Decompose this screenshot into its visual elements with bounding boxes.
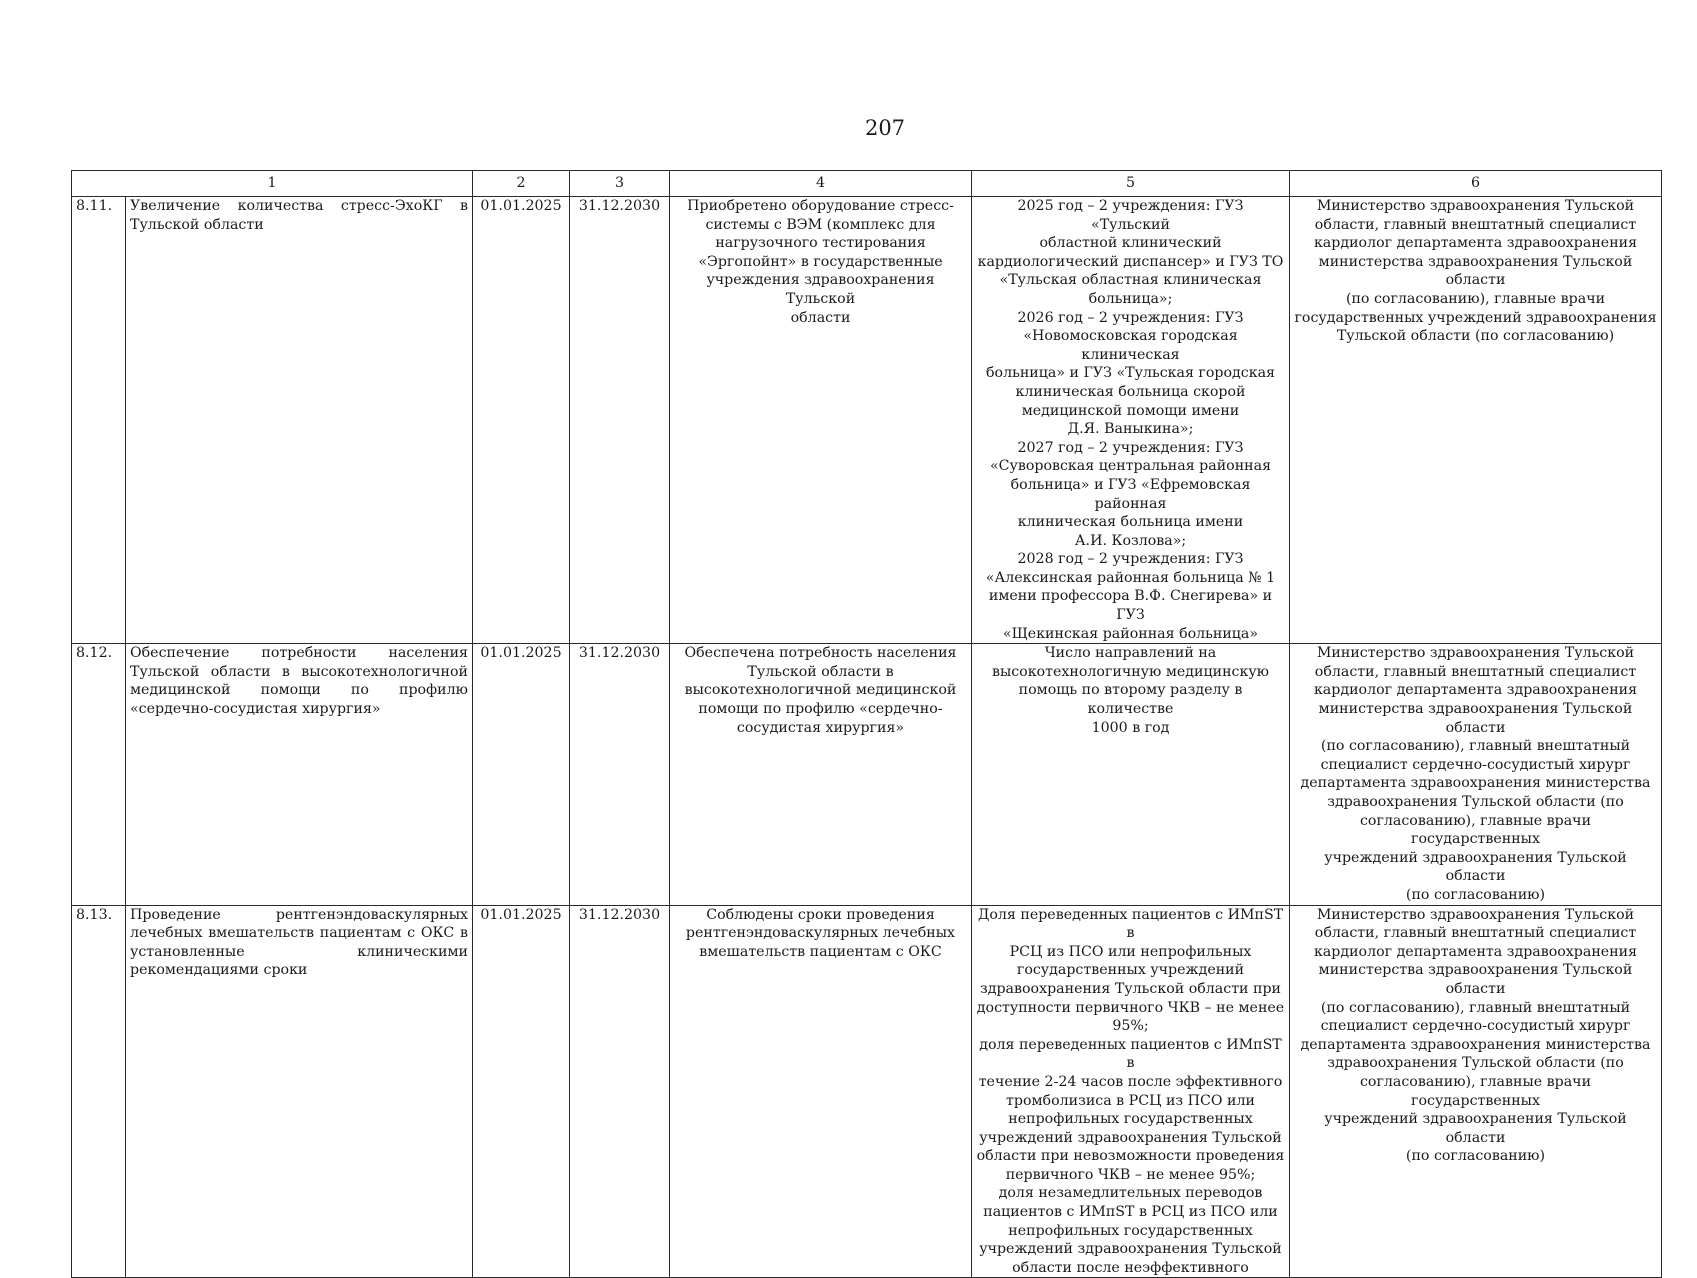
end-date: 31.12.2030 <box>570 644 670 905</box>
end-date: 31.12.2030 <box>570 905 670 1278</box>
start-date: 01.01.2025 <box>473 197 570 644</box>
measure-name: Увеличение количества стресс-ЭхоКГ в Тульской области <box>126 197 473 644</box>
indicator: 2025 год – 2 учреждения: ГУЗ «Тульский областной клинический кардиологический диспансер» и ГУЗ ТО «Тульская областная клиническая больница»; 2026 год – 2 учреждения: ГУЗ «Новомосковская городская клиническая больница» и ГУЗ «Тульская городская клиническая больница скорой медицинской помощи имени Д.Я. Ваныкина»; 2027 год – 2 учреждения: ГУЗ «Суворовская центральная районная больница» и ГУЗ «Ефремовская районная клиническая больница имени А.И. Козлова»; 2028 год – 2 учреждения: ГУЗ «Алексинская районная больница № 1 имени профессора В.Ф. Снегирева» и ГУЗ «Щекинская районная больница» <box>972 197 1290 644</box>
row-number: 8.11. <box>72 197 126 644</box>
table-row <box>72 905 1662 1278</box>
page-number: 207 <box>864 116 906 140</box>
header-row <box>72 171 1662 197</box>
indicator: Число направлений на высокотехнологичную медицинскую помощь по второму разделу в количестве 1000 в год <box>972 644 1290 905</box>
plan-table <box>71 170 1662 1278</box>
expected-result: Приобретено оборудование стресс- системы с ВЭМ (комплекс для нагрузочного тестирования «Эргопойнт» в государственные учреждения здравоохранения Тульской области <box>670 197 972 644</box>
start-date: 01.01.2025 <box>473 644 570 905</box>
row-number: 8.12. <box>72 644 126 905</box>
responsible: Министерство здравоохранения Тульской области, главный внештатный специалист кардиолог департамента здравоохранения министерства здравоохранения Тульской области (по согласованию), главные врачи государственных учреждений здравоохранения Тульской области (по согласованию) <box>1290 197 1662 644</box>
responsible: Министерство здравоохранения Тульской области, главный внештатный специалист кардиолог департамента здравоохранения министерства здравоохранения Тульской области (по согласованию), главный внештатный специалист сердечно-сосудистый хирург департамента здравоохранения министерства здравоохранения Тульской области (по согласованию), главные врачи государственных учреждений здравоохранения Тульской области (по согласованию) <box>1290 644 1662 905</box>
measure-name: Проведение рентгенэндоваскулярных лечебных вмешательств пациентам с ОКС в установленные клиническими рекомендациями сроки <box>126 905 473 1278</box>
header-cell: 1 <box>72 171 473 197</box>
expected-result: Обеспечена потребность населения Тульской области в высокотехнологичной медицинской помощи по профилю «сердечно- сосудистая хирургия» <box>670 644 972 905</box>
end-date: 31.12.2030 <box>570 197 670 644</box>
header-cell: 4 <box>670 171 972 197</box>
start-date: 01.01.2025 <box>473 905 570 1278</box>
header-cell: 2 <box>473 171 570 197</box>
header-cell: 6 <box>1290 171 1662 197</box>
expected-result: Соблюдены сроки проведения рентгенэндоваскулярных лечебных вмешательств пациентам с ОКС <box>670 905 972 1278</box>
measure-name: Обеспечение потребности населения Тульской области в высокотехнологичной медицинской помощи по профилю «сердечно-сосудистая хирургия» <box>126 644 473 905</box>
indicator: Доля переведенных пациентов с ИМпST в РСЦ из ПСО или непрофильных государственных учреждений здравоохранения Тульской области при доступности первичного ЧКВ – не менее 95%; доля переведенных пациентов с ИМпST в течение 2-24 часов после эффективного тромболизиса в РСЦ из ПСО или непрофильных государственных учреждений здравоохранения Тульской области при невозможности проведения первичного ЧКВ – не менее 95%; доля незамедлительных переводов пациентов с ИМпST в РСЦ из ПСО или непрофильных государственных учреждений здравоохранения Тульской области после неэффективного <box>972 905 1290 1278</box>
header-cell: 5 <box>972 171 1290 197</box>
header-cell: 3 <box>570 171 670 197</box>
responsible: Министерство здравоохранения Тульской области, главный внештатный специалист кардиолог департамента здравоохранения министерства здравоохранения Тульской области (по согласованию), главный внештатный специалист сердечно-сосудистый хирург департамента здравоохранения министерства здравоохранения Тульской области (по согласованию), главные врачи государственных учреждений здравоохранения Тульской области (по согласованию) <box>1290 905 1662 1278</box>
table-row <box>72 644 1662 905</box>
table-row <box>72 197 1662 644</box>
row-number: 8.13. <box>72 905 126 1278</box>
